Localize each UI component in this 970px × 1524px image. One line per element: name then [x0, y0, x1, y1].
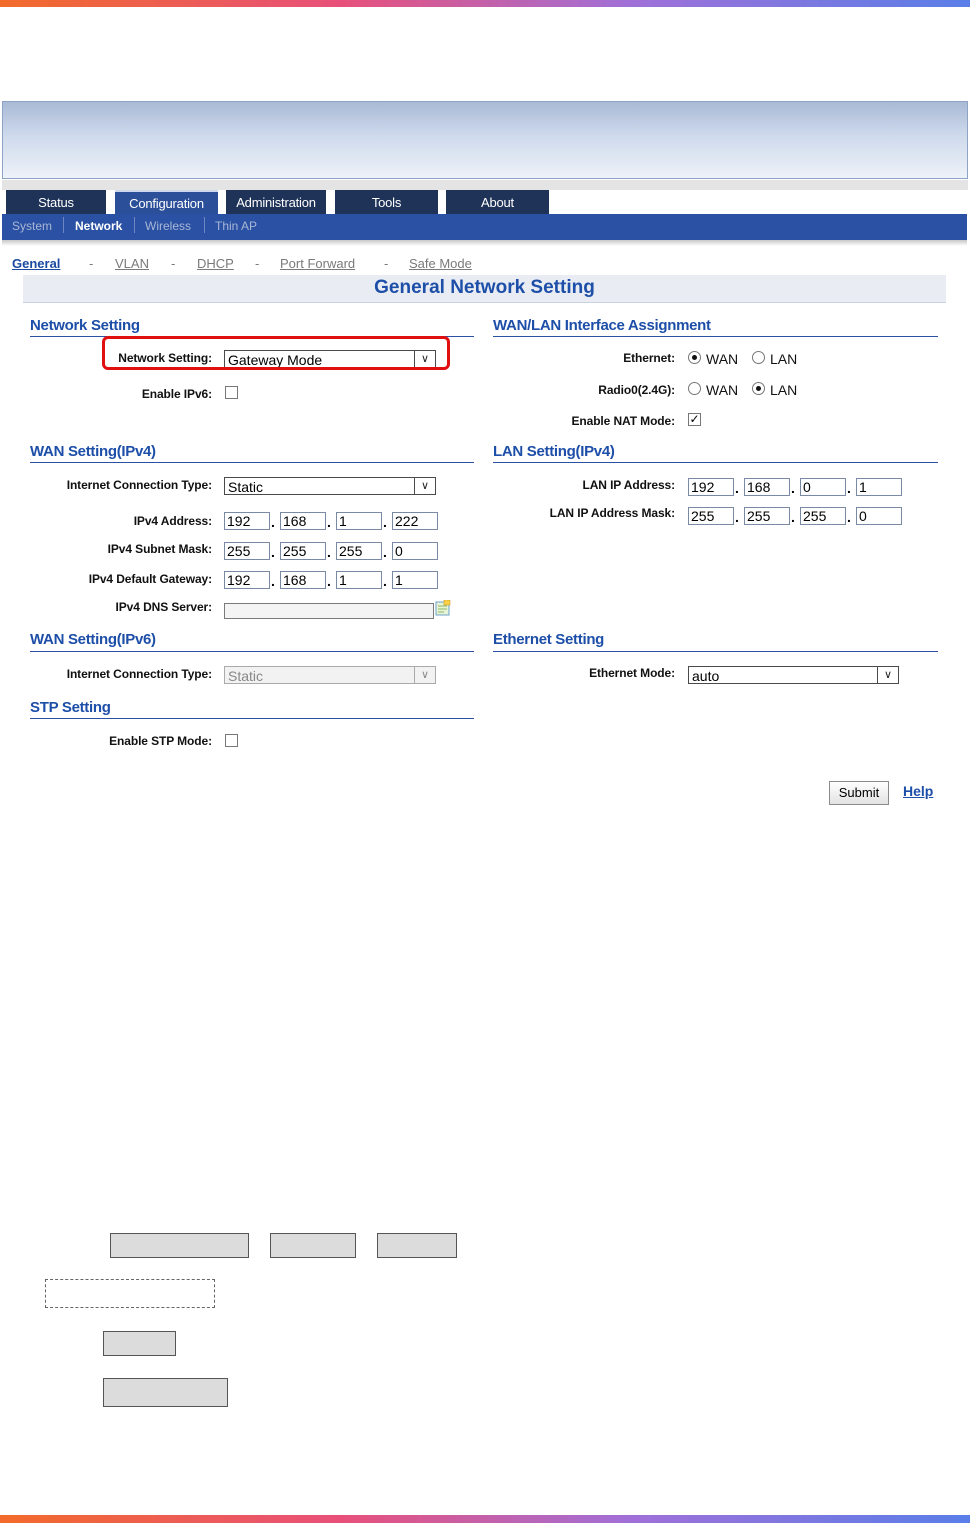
crumb-separator: - [255, 256, 260, 271]
ipv4-gateway-octet-4[interactable]: 1 [392, 571, 438, 589]
crumb-dhcp[interactable]: DHCP [197, 256, 234, 271]
lan-mask-label: LAN IP Address Mask: [549, 506, 675, 520]
ipv4-address-label: IPv4 Address: [133, 514, 212, 528]
lan-ip-label: LAN IP Address: [582, 478, 675, 492]
ipv4-mask-octet-1[interactable]: 255 [224, 542, 270, 560]
chevron-down-icon: ∨ [414, 351, 435, 367]
ipv4-gateway-octet-3[interactable]: 1 [336, 571, 382, 589]
subnav-separator [63, 217, 64, 233]
ethernet-wan-radio[interactable] [688, 351, 701, 364]
ethernet-mode-value: auto [692, 668, 720, 684]
lan-mask-octet-1[interactable]: 255 [688, 507, 734, 525]
radio0-assign-label: Radio0(2.4G): [598, 383, 675, 397]
ethernet-lan-radio[interactable] [752, 351, 765, 364]
section-divider [493, 651, 938, 652]
ip-dot: . [271, 544, 275, 560]
menu-strip [2, 180, 968, 190]
help-link[interactable]: Help [903, 783, 934, 799]
page-title-bar [23, 275, 946, 303]
ethernet-wan-label: WAN [706, 351, 739, 367]
ipv4-gateway-octet-1[interactable]: 192 [224, 571, 270, 589]
section-title-wan-ipv4: WAN Setting(IPv4) [30, 443, 156, 460]
enable-ipv6-checkbox[interactable] [225, 386, 238, 399]
lan-ip-octet-4[interactable]: 1 [856, 478, 902, 496]
ipv4-address-octet-2[interactable]: 168 [280, 512, 326, 530]
ethernet-mode-label: Ethernet Mode: [589, 666, 675, 680]
ipv4-gateway-label: IPv4 Default Gateway: [88, 572, 212, 586]
enable-nat-checkbox[interactable]: ✓ [689, 412, 700, 426]
placeholder-box [377, 1233, 457, 1258]
wan-conn-type-label: Internet Connection Type: [66, 478, 212, 492]
submit-button[interactable]: Submit [829, 781, 889, 805]
section-divider [30, 462, 474, 463]
section-divider [30, 718, 474, 719]
section-title-wan-ipv6: WAN Setting(IPv6) [30, 631, 156, 648]
page-title: General Network Setting [374, 277, 595, 298]
wan-ipv6-conn-type-label: Internet Connection Type: [66, 667, 212, 681]
section-divider [493, 462, 938, 463]
subnav-separator [134, 217, 135, 233]
tab-status[interactable]: Status [6, 190, 106, 214]
crumb-general[interactable]: General [12, 256, 61, 271]
section-divider [30, 651, 474, 652]
ipv4-address-octet-4[interactable]: 222 [392, 512, 438, 530]
section-title-ethernet: Ethernet Setting [493, 631, 605, 648]
placeholder-box [270, 1233, 356, 1258]
ip-dot: . [327, 573, 331, 589]
bottom-gradient-bar [0, 1515, 970, 1523]
ipv4-dns-input[interactable] [224, 603, 434, 619]
crumb-safe-mode[interactable]: Safe Mode [409, 256, 472, 271]
subnav-item-network[interactable]: Network [75, 219, 123, 233]
top-gradient-bar [0, 0, 970, 7]
crumb-vlan[interactable]: VLAN [115, 256, 149, 271]
ethernet-assign-label: Ethernet: [623, 351, 675, 365]
ip-dot: . [791, 480, 795, 496]
tab-about[interactable]: About [446, 190, 549, 214]
lan-mask-octet-3[interactable]: 255 [800, 507, 846, 525]
subnav-item-system[interactable]: System [12, 219, 53, 233]
tab-tools[interactable]: Tools [335, 190, 438, 214]
section-title-stp: STP Setting [30, 699, 111, 716]
radio0-wan-label: WAN [706, 382, 739, 398]
enable-nat-label: Enable NAT Mode: [571, 414, 675, 428]
enable-stp-checkbox[interactable] [225, 734, 238, 747]
ipv4-mask-label: IPv4 Subnet Mask: [107, 542, 212, 556]
section-title-network-setting: Network Setting [30, 317, 140, 334]
chevron-down-icon: ∨ [414, 478, 435, 494]
note-icon[interactable] [435, 600, 451, 616]
wan-conn-type-select[interactable] [224, 477, 436, 495]
ipv4-mask-octet-3[interactable]: 255 [336, 542, 382, 560]
lan-ip-octet-2[interactable]: 168 [744, 478, 790, 496]
wan-ipv6-conn-type-value: Static [228, 668, 264, 684]
ip-dot: . [383, 544, 387, 560]
placeholder-box [103, 1378, 228, 1407]
ipv4-dns-label: IPv4 DNS Server: [115, 600, 212, 614]
ip-dot: . [383, 514, 387, 530]
radio0-wan-radio[interactable] [688, 382, 701, 395]
section-divider [493, 336, 938, 337]
crumb-separator: - [384, 256, 389, 271]
network-setting-value: Gateway Mode [228, 352, 323, 368]
placeholder-box [110, 1233, 249, 1258]
ip-dot: . [847, 509, 851, 525]
lan-ip-octet-3[interactable]: 0 [800, 478, 846, 496]
crumb-separator: - [89, 256, 94, 271]
radio0-lan-label: LAN [770, 382, 798, 398]
ip-dot: . [735, 480, 739, 496]
tab-configuration[interactable]: Configuration [115, 190, 218, 214]
radio0-lan-radio[interactable] [752, 382, 765, 395]
wan-conn-type-value: Static [228, 479, 264, 495]
chevron-down-icon: ∨ [414, 667, 435, 683]
ip-dot: . [271, 573, 275, 589]
section-title-wan-lan-assignment: WAN/LAN Interface Assignment [493, 317, 711, 334]
wan-ipv6-conn-type-select[interactable] [224, 666, 436, 684]
subnav-item-wireless[interactable]: Wireless [145, 219, 192, 233]
ip-dot: . [327, 544, 331, 560]
tab-administration[interactable]: Administration [226, 190, 326, 214]
enable-ipv6-label: Enable IPv6: [141, 387, 212, 401]
ip-dot: . [327, 514, 331, 530]
subnav-item-thin-ap[interactable]: Thin AP [215, 219, 258, 233]
section-title-lan-ipv4: LAN Setting(IPv4) [493, 443, 615, 460]
ethernet-mode-select[interactable] [688, 666, 899, 684]
dotted-placeholder-box [45, 1279, 215, 1308]
network-setting-label: Network Setting: [118, 351, 212, 365]
ipv4-mask-octet-2[interactable]: 255 [280, 542, 326, 560]
ip-dot: . [383, 573, 387, 589]
ip-dot: . [271, 514, 275, 530]
ethernet-lan-label: LAN [770, 351, 798, 367]
crumb-separator: - [171, 256, 176, 271]
crumb-port-forward[interactable]: Port Forward [280, 256, 356, 271]
highlight-annotation [102, 336, 450, 370]
lan-mask-octet-4[interactable]: 0 [856, 507, 902, 525]
placeholder-box [103, 1331, 176, 1356]
enable-stp-label: Enable STP Mode: [109, 734, 212, 748]
lan-ip-octet-1[interactable]: 192 [688, 478, 734, 496]
lan-mask-octet-2[interactable]: 255 [744, 507, 790, 525]
ipv4-address-octet-3[interactable]: 1 [336, 512, 382, 530]
ip-dot: . [847, 480, 851, 496]
ipv4-address-octet-1[interactable]: 192 [224, 512, 270, 530]
header-banner [2, 101, 968, 179]
chevron-down-icon: ∨ [877, 667, 898, 683]
subnav-separator [204, 217, 205, 233]
ipv4-gateway-octet-2[interactable]: 168 [280, 571, 326, 589]
ipv4-mask-octet-4[interactable]: 0 [392, 542, 438, 560]
subnav-shadow [2, 240, 967, 246]
ip-dot: . [735, 509, 739, 525]
ip-dot: . [791, 509, 795, 525]
